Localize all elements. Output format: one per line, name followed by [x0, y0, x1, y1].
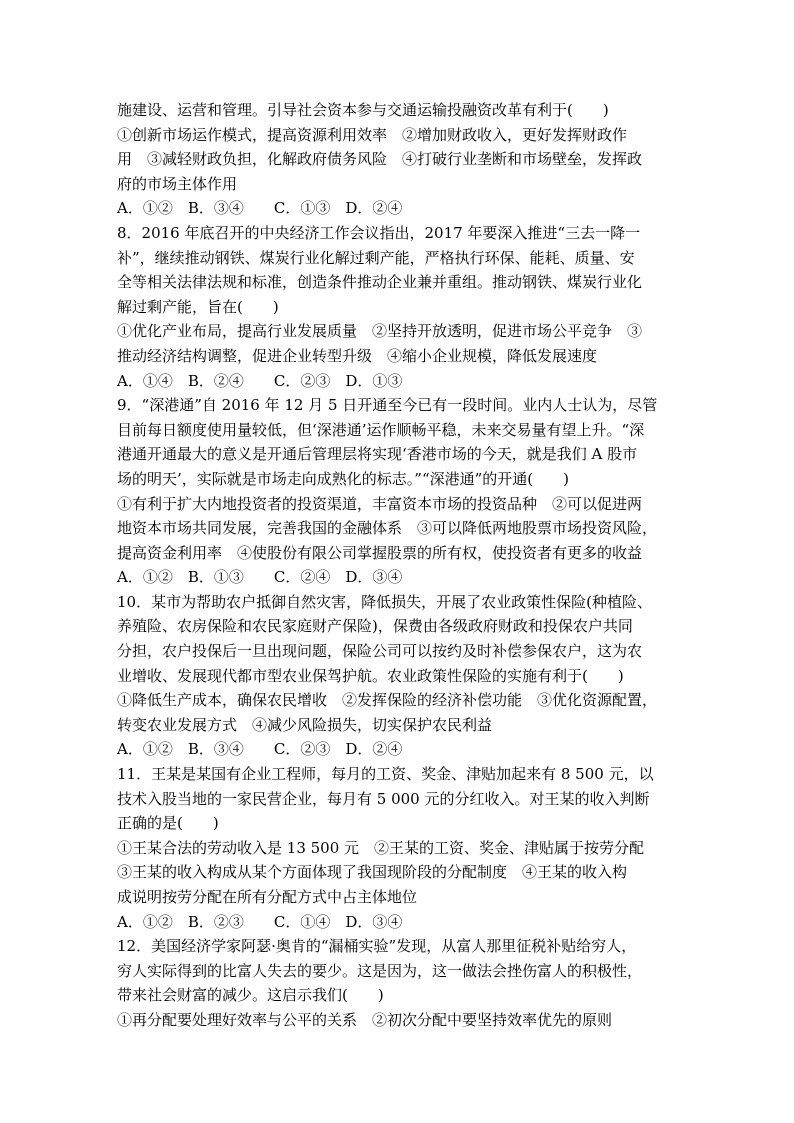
text-line: 12．美国经济学家阿瑟·奥肯的“漏桶实验”发现，从富人那里征税补贴给穷人，	[117, 937, 637, 956]
text-line: ①创新市场运作模式，提高资源利用效率 ②增加财政收入，更好发挥财政作	[117, 125, 628, 144]
text-line: 10．某市为帮助农户抵御自然灾害，降低损失，开展了农业政策性保险(种植险、	[117, 592, 652, 611]
text-line: 目前每日额度使用量较低，但‘深港通’运作顺畅平稳，未来交易量有望上升。“深	[117, 420, 645, 439]
text-line: 11．王某是某国有企业工程师，每月的工资、奖金、津贴加起来有 8 500 元，以	[117, 765, 654, 784]
text-line: 9．“深港通”自 2016 年 12 月 5 日开通至今已有一段时间。业内人士认为，尽管	[117, 396, 658, 415]
text-line: A．①② B．②③ C．①④ D．③④	[117, 912, 403, 931]
text-line: A．①④ B．②④ C．②③ D．①③	[117, 371, 403, 390]
text-line: 业增收、发展现代都市型农业保驾护航。农业政策性保险的实施有利于( )	[117, 666, 624, 685]
text-line: A．①② B．③④ C．②③ D．②④	[117, 740, 403, 759]
text-line: 养殖险、农房保险和农民家庭财产保险)，保费由各级政府财政和投保农户共同	[117, 617, 633, 636]
text-line: ③王某的收入构成从某个方面体现了我国现阶段的分配制度 ④王某的收入构	[117, 863, 628, 882]
text-line: ①有利于扩大内地投资者的投资渠道，丰富资本市场的投资品种 ②可以促进两	[117, 494, 643, 513]
text-line: ①优化产业布局，提高行业发展质量 ②坚持开放透明，促进市场公平竞争 ③	[117, 322, 643, 341]
text-line: 用 ③减轻财政负担，化解政府债务风险 ④打破行业垄断和市场壁垒，发挥政	[117, 150, 643, 169]
text-line: 技术入股当地的一家民营企业，每月有 5 000 元的分红收入。对王某的收入判断	[117, 789, 650, 808]
text-line: 补”，继续推动钢铁、煤炭行业化解过剩产能，严格执行环保、能耗、质量、安	[117, 248, 635, 267]
text-line: 场的明天’，实际就是市场走向成熟化的标志。”“深港通”的开通( )	[117, 469, 569, 488]
text-line: ①降低生产成本，确保农民增收 ②发挥保险的经济补偿功能 ③优化资源配置，	[117, 691, 658, 710]
text-line: ①王某合法的劳动收入是 13 500 元 ②王某的工资、奖金、津贴属于按劳分配	[117, 838, 645, 857]
text-line: 转变农业发展方式 ④减少风险损失，切实保护农民利益	[117, 715, 493, 734]
text-line: 府的市场主体作用	[117, 174, 238, 193]
text-line: 全等相关法律法规和标准，创造条件推动企业兼并重组。推动钢铁、煤炭行业化	[117, 273, 643, 292]
text-line: 带来社会财富的减少。这启示我们( )	[117, 986, 384, 1005]
text-line: 港通开通最大的意义是开通后管理层将实现‘香港市场的今天，就是我们 A 股市	[117, 445, 638, 464]
text-line: ①再分配要处理好效率与公平的关系 ②初次分配中要坚持效率优先的原则	[117, 1010, 613, 1029]
text-line: 穷人实际得到的比富人失去的要少。这是因为，这一做法会挫伤富人的积极性，	[117, 961, 643, 980]
text-line: 推动经济结构调整，促进企业转型升级 ④缩小企业规模，降低发展速度	[117, 346, 598, 365]
text-line: 解过剩产能，旨在( )	[117, 297, 279, 316]
text-line: 地资本市场共同发展，完善我国的金融体系 ③可以降低两地股票市场投资风险，	[117, 519, 658, 538]
text-line: A．①② B．①③ C．②④ D．③④	[117, 568, 403, 587]
text-line: 成说明按劳分配在所有分配方式中占主体地位	[117, 888, 418, 906]
text-line: A．①② B．③④ C．①③ D．②④	[117, 199, 403, 218]
text-line: 提高资金利用率 ④使股份有限公司掌握股票的所有权，使投资者有更多的收益	[117, 543, 643, 562]
text-line: 施建设、运营和管理。引导社会资本参与交通运输投融资改革有利于( )	[117, 101, 609, 119]
document-body	[117, 98, 679, 1033]
text-line: 分担，农户投保后一旦出现问题，保险公司可以按约及时补偿参保农户，这为农	[117, 642, 643, 661]
text-line: 8．2016 年底召开的中央经济工作会议指出，2017 年要深入推进“三去一降一	[117, 223, 641, 242]
text-line: 正确的是( )	[117, 814, 219, 833]
